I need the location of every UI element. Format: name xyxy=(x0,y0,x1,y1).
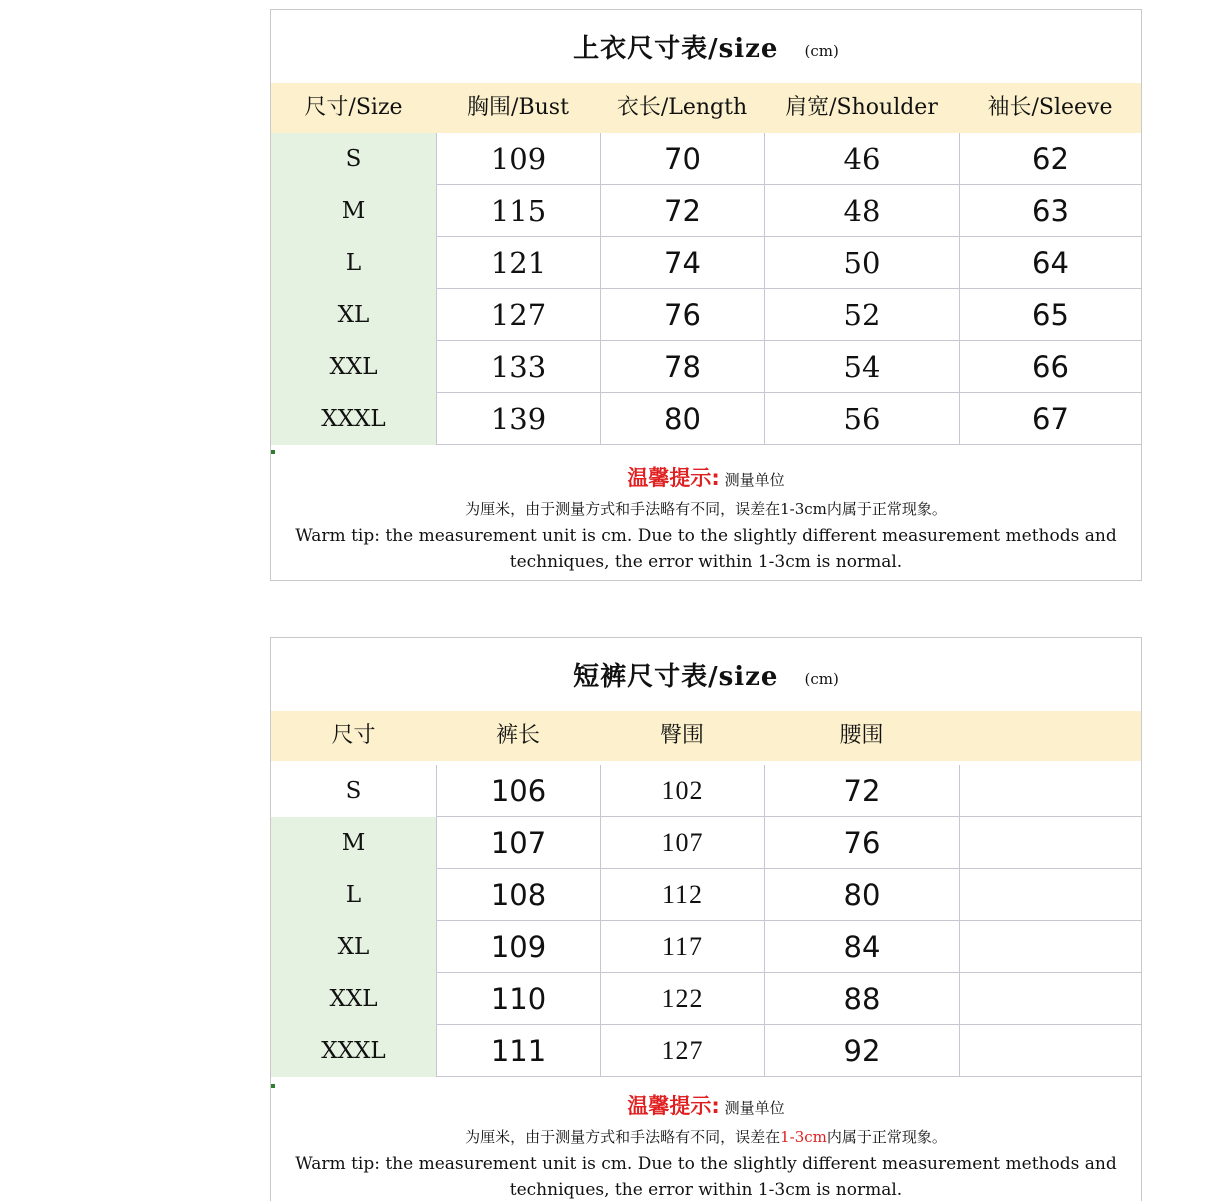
table-cell: 139 xyxy=(436,393,600,445)
table-cell: 80 xyxy=(764,869,959,921)
tip-label-tail: 测量单位 xyxy=(724,1099,785,1117)
table-cell: 109 xyxy=(436,133,600,185)
table-cell: 133 xyxy=(436,341,600,393)
header-size: 尺寸 xyxy=(331,723,376,748)
tip-line-en-1: Warm tip: the measurement unit is cm. Due to the slightly different measurement methods and xyxy=(295,1154,1117,1174)
table-cell: 107 xyxy=(600,817,764,869)
green-corner-mark xyxy=(271,1084,275,1088)
header-waist: 腰围 xyxy=(839,723,884,748)
table-cell: 88 xyxy=(764,973,959,1025)
table-cell xyxy=(959,765,1141,817)
tip-line-cn-pre: 为厘米，由于测量方式和手法略有不同，误差在 xyxy=(465,1128,781,1146)
tip-line-cn-post: 内属于正常现象。 xyxy=(826,1128,947,1146)
size-cell: S xyxy=(271,133,436,185)
table-cell: 65 xyxy=(959,289,1141,341)
tip-line-cn: 为厘米，由于测量方式和手法略有不同，误差在1-3cm内属于正常现象。 xyxy=(465,500,947,518)
size-cell: L xyxy=(271,237,436,289)
table-cell xyxy=(959,921,1141,973)
table-row xyxy=(271,237,1141,289)
bottom-chart-title xyxy=(271,638,1141,711)
table-row xyxy=(271,921,1141,973)
table-row xyxy=(271,1025,1141,1077)
tip-line-en-2: techniques, the error within 1-3cm is normal. xyxy=(509,552,903,572)
bottom-chart-tip xyxy=(271,1090,1141,1203)
table-cell: 110 xyxy=(436,973,600,1025)
header-pant-length: 裤长 xyxy=(495,723,540,748)
bottom-chart-unit: (cm) xyxy=(804,670,839,688)
size-cell: M xyxy=(271,817,436,869)
table-cell: 84 xyxy=(764,921,959,973)
table-cell xyxy=(959,973,1141,1025)
table-cell: 127 xyxy=(436,289,600,341)
header-bust: 胸围/Bust xyxy=(467,95,569,120)
table-cell: 117 xyxy=(600,921,764,973)
bottom-size-chart xyxy=(270,637,1142,1201)
table-cell: 109 xyxy=(436,921,600,973)
table-cell xyxy=(959,869,1141,921)
table-cell: 127 xyxy=(600,1025,764,1077)
table-cell: 48 xyxy=(764,185,959,237)
table-cell: 67 xyxy=(959,393,1141,445)
table-cell: 92 xyxy=(764,1025,959,1077)
table-cell: 74 xyxy=(600,237,764,289)
table-cell: 76 xyxy=(600,289,764,341)
table-cell: 54 xyxy=(764,341,959,393)
table-row xyxy=(271,765,1141,817)
table-cell: 102 xyxy=(600,765,764,817)
table-cell: 62 xyxy=(959,133,1141,185)
table-row xyxy=(271,341,1141,393)
top-chart-tip xyxy=(271,462,1141,575)
table-row xyxy=(271,393,1141,445)
tip-label: 温馨提示: xyxy=(627,1094,720,1118)
table-cell: 52 xyxy=(764,289,959,341)
bottom-chart-header-row xyxy=(271,711,1141,761)
table-cell: 78 xyxy=(600,341,764,393)
header-shoulder: 肩宽/Shoulder xyxy=(785,95,938,120)
table-row xyxy=(271,817,1141,869)
tip-label-tail: 测量单位 xyxy=(724,471,785,489)
table-row xyxy=(271,289,1141,341)
table-cell: 115 xyxy=(436,185,600,237)
top-size-chart xyxy=(270,9,1142,581)
table-cell: 112 xyxy=(600,869,764,921)
tip-line-cn-red: 1-3cm xyxy=(780,1128,827,1146)
table-cell: 72 xyxy=(764,765,959,817)
table-cell: 122 xyxy=(600,973,764,1025)
green-corner-mark xyxy=(271,450,275,454)
size-cell: XL xyxy=(271,289,436,341)
header-sleeve: 袖长/Sleeve xyxy=(987,95,1113,120)
tip-line-cn xyxy=(271,1126,1141,1147)
table-cell: 66 xyxy=(959,341,1141,393)
top-chart-title xyxy=(271,10,1141,83)
table-cell: 63 xyxy=(959,185,1141,237)
size-cell: S xyxy=(271,765,436,817)
table-cell: 46 xyxy=(764,133,959,185)
bottom-chart-body xyxy=(271,765,1141,1077)
table-cell: 50 xyxy=(764,237,959,289)
tip-label: 温馨提示: xyxy=(627,466,720,490)
size-cell: XXL xyxy=(271,341,436,393)
table-cell xyxy=(959,817,1141,869)
top-chart-title-text: 上衣尺寸表/size xyxy=(573,34,779,64)
header-size: 尺寸/Size xyxy=(304,95,403,120)
size-cell: L xyxy=(271,869,436,921)
table-cell: 72 xyxy=(600,185,764,237)
table-cell: 121 xyxy=(436,237,600,289)
top-chart-unit: (cm) xyxy=(804,42,839,60)
top-chart-body xyxy=(271,133,1141,445)
table-cell: 56 xyxy=(764,393,959,445)
table-cell: 70 xyxy=(600,133,764,185)
table-cell: 106 xyxy=(436,765,600,817)
bottom-chart-title-text: 短裤尺寸表/size xyxy=(573,662,779,692)
header-length: 衣长/Length xyxy=(616,95,748,120)
tip-line-en-1: Warm tip: the measurement unit is cm. Due to the slightly different measurement methods and xyxy=(295,526,1117,546)
table-cell xyxy=(959,1025,1141,1077)
table-cell: 108 xyxy=(436,869,600,921)
table-cell: 107 xyxy=(436,817,600,869)
size-cell: XL xyxy=(271,921,436,973)
table-cell: 111 xyxy=(436,1025,600,1077)
table-cell: 80 xyxy=(600,393,764,445)
table-row xyxy=(271,869,1141,921)
size-cell: XXXL xyxy=(271,393,436,445)
size-cell: M xyxy=(271,185,436,237)
top-chart-header-row xyxy=(271,83,1141,133)
size-cell: XXL xyxy=(271,973,436,1025)
size-cell: XXXL xyxy=(271,1025,436,1077)
table-cell: 76 xyxy=(764,817,959,869)
header-hip: 臀围 xyxy=(659,723,704,748)
table-cell: 64 xyxy=(959,237,1141,289)
table-row xyxy=(271,185,1141,237)
table-row xyxy=(271,973,1141,1025)
tip-line-en-2: techniques, the error within 1-3cm is normal. xyxy=(509,1180,903,1200)
table-row xyxy=(271,133,1141,185)
